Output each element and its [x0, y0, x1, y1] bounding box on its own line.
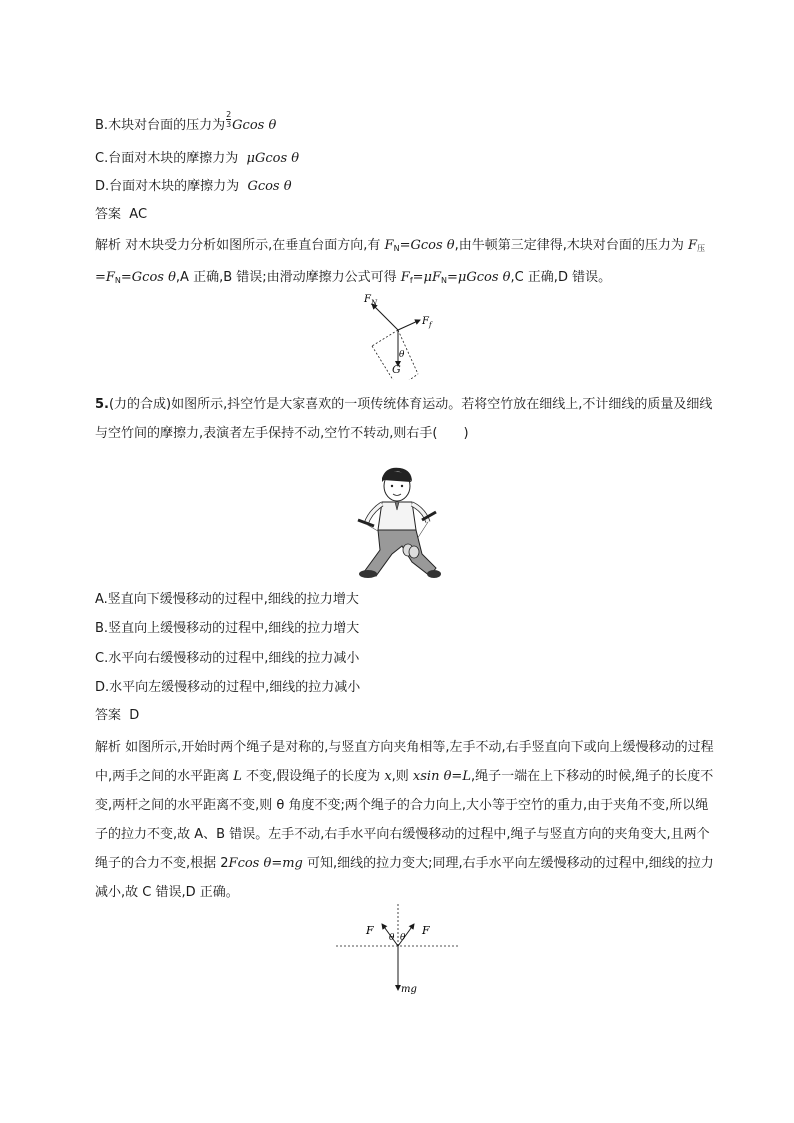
answer: 答案 D: [95, 708, 140, 723]
option-d: D.水平向左缓慢移动的过程中,细线的拉力减小: [95, 680, 361, 695]
theta-right-label: θ: [400, 933, 406, 943]
left-f-label: F: [366, 924, 374, 937]
analysis: 解析 如图所示,开始时两个绳子是对称的,与竖直方向夹角相等,左手不动,右手竖直向下或向上缓慢移动的过程中,两手之间的水平距离 L 不变,假设绳子的长度为 x,则 xsin θ=L,绳子一端在上下移动的时候,绳子的长度不变,两杆之间的水平距离不变,则 θ 角度不变;两个绳子的合力向上,大小等于空竹的重力,由于夹角不变,所以绳子的拉力不变,故 A、B 错误。左手不动,右手水平向右缓慢移动的过程中,绳子与竖直方向的夹角变大,且两个绳子的合力不变,根据 2Fcos θ=mg 可知,细线的拉力变大;同理,右手水平向左缓慢移动的过程中,细线的拉力减小,故 C 错误,D 正确。: [95, 740, 714, 900]
fn-label: $F_N$: [364, 294, 378, 307]
option-b-prev: B.木块对台面的压力为 $\frac{2}{3}$ Gcos θ: [95, 110, 277, 133]
theta-label: θ: [399, 350, 405, 360]
theta-left-label: θ: [389, 933, 395, 943]
right-f-label: F: [422, 924, 430, 937]
analysis-prev: 解析 对木块受力分析如图所示,在垂直台面方向,有 $F_N=Gcos$ θ,由牛顿第三定律得,木块对台面的压力为 $F_压=F_N=Gcos$ θ,A 正确,B 错误;由滑动摩擦力公式可得 $F_f=\mu F_N=\mu Gcos$ θ,C 正确,D 错误。: [95, 238, 706, 285]
mg-label: mg: [401, 984, 417, 995]
ff-label: $F_f$: [422, 316, 432, 329]
question-5: 5.(力的合成)如图所示,抖空竹是大家喜欢的一项传统体育运动。若将空竹放在细线上,不计细线的质量及细线与空竹间的摩擦力,表演者左手保持不动,空竹不转动,则右手( ): [95, 397, 713, 441]
friction-force-arrow: [398, 320, 420, 330]
option-d-prev: D.台面对木块的摩擦力为 Gcos θ: [95, 179, 292, 194]
fraction: $\frac{2}{3}$: [226, 110, 232, 129]
option-b: B.竖直向上缓慢移动的过程中,细线的拉力增大: [95, 621, 360, 636]
force-balance-diagram: [336, 904, 466, 996]
g-label: G: [392, 363, 401, 376]
option-c-prev: C.台面对木块的摩擦力为 μGcos θ: [95, 151, 300, 166]
diabolo-player-illustration: [352, 464, 442, 582]
option-a: A.竖直向下缓慢移动的过程中,细线的拉力增大: [95, 592, 359, 607]
normal-force-arrow: [372, 304, 398, 330]
answer-prev: 答案 AC: [95, 207, 148, 222]
force-diagram-block: [358, 290, 448, 380]
option-c: C.水平向右缓慢移动的过程中,细线的拉力减小: [95, 651, 360, 666]
